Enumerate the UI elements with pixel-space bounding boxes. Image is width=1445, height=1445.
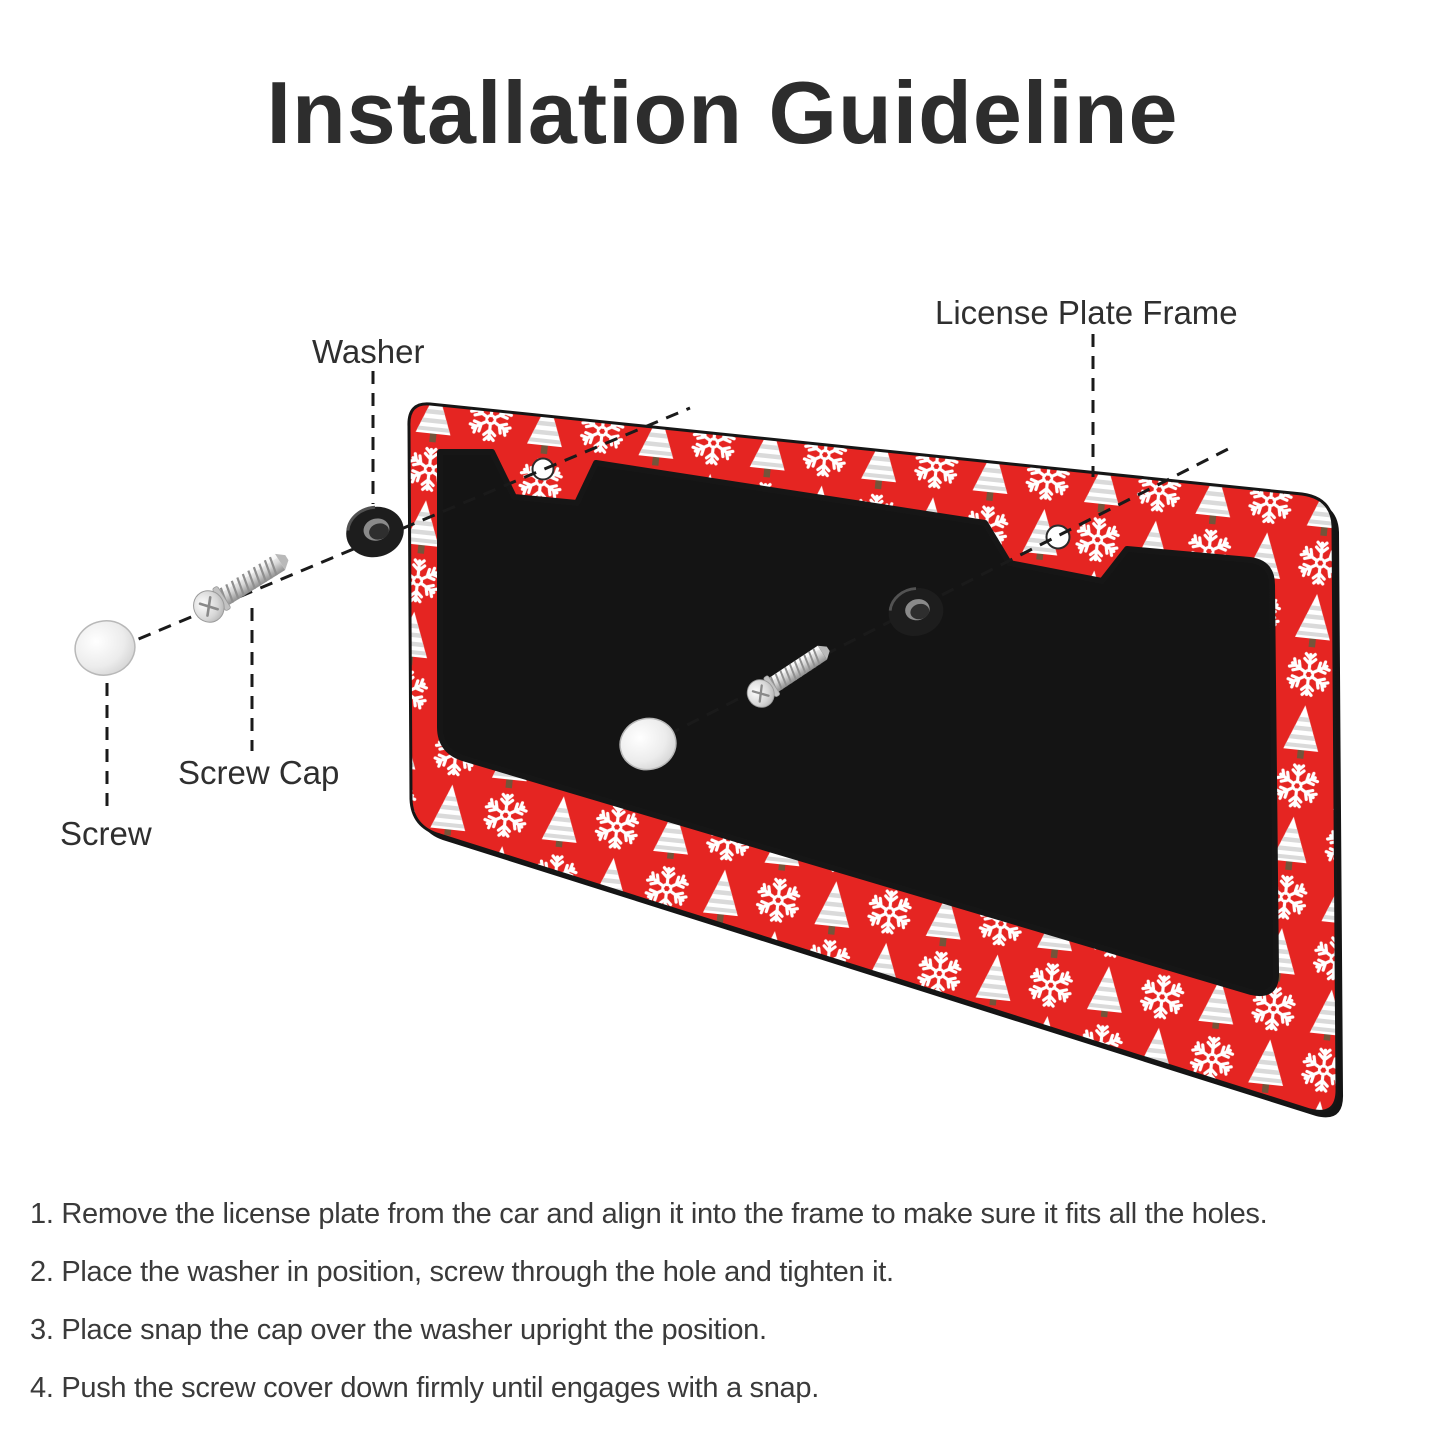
instruction-step-4: 4. Push the screw cover down firmly until engages with a snap. xyxy=(30,1372,819,1404)
license-plate-frame-label: License Plate Frame xyxy=(935,294,1238,331)
instruction-step-2: 2. Place the washer in position, screw through the hole and tighten it. xyxy=(30,1256,894,1288)
page-title: Installation Guideline xyxy=(266,63,1179,162)
screw-cap-part-left xyxy=(70,615,140,680)
screw-cap-label: Screw Cap xyxy=(178,754,340,791)
instruction-step-3: 3. Place snap the cap over the washer upright the position. xyxy=(30,1314,767,1346)
instruction-step-1: 1. Remove the license plate from the car and align it into the frame to make sure it fits all the holes. xyxy=(30,1198,1268,1230)
washer-label: Washer xyxy=(312,333,425,370)
washer-part-left xyxy=(341,501,409,564)
frame-hole-left xyxy=(533,459,554,480)
screw-part-left xyxy=(188,544,296,628)
frame-hole-right xyxy=(1047,526,1070,549)
screw-label: Screw xyxy=(60,815,152,852)
instruction-list xyxy=(30,1198,1435,1430)
license-plate-frame-graphic xyxy=(409,404,1343,1118)
